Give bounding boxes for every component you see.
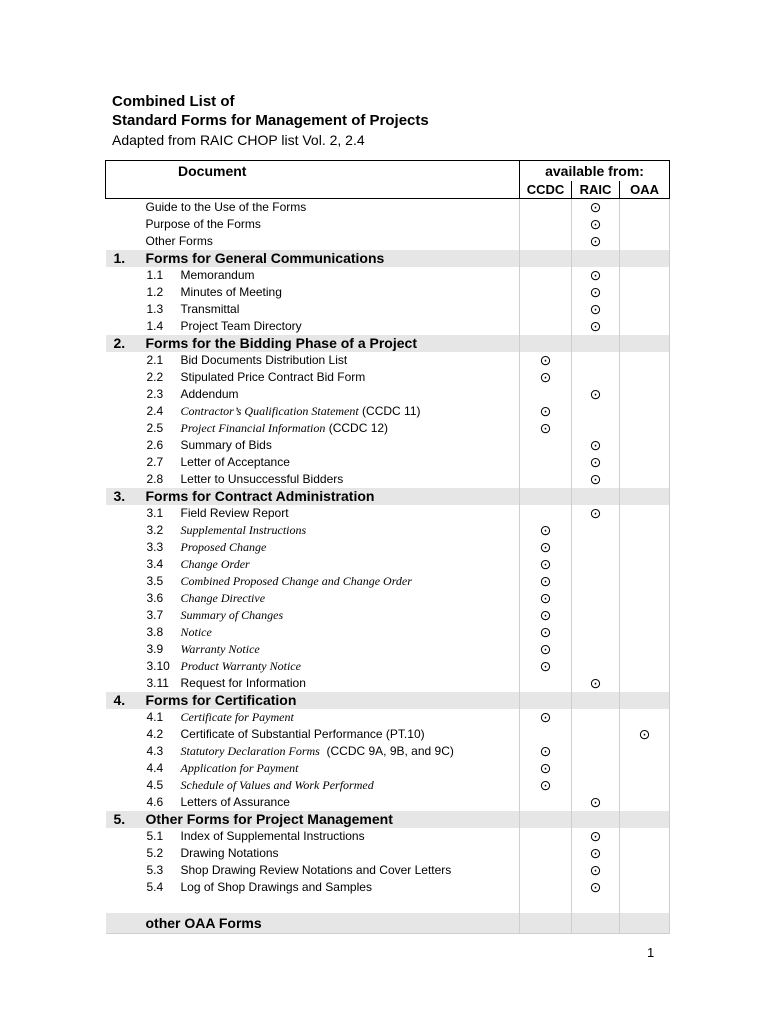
available-raic-icon: ⊙ xyxy=(589,471,602,487)
section-number: 1. xyxy=(106,250,146,267)
form-row xyxy=(106,420,670,437)
section-title: Forms for Contract Administration xyxy=(146,488,520,505)
form-row xyxy=(106,301,670,318)
form-title: Proposed Change xyxy=(180,540,267,554)
form-title: Letters of Assurance xyxy=(180,795,290,809)
form-row xyxy=(106,556,670,573)
form-row xyxy=(106,743,670,760)
form-row xyxy=(106,590,670,607)
form-row xyxy=(106,760,670,777)
form-title: Bid Documents Distribution List xyxy=(180,353,348,367)
form-title: Contractor’s Qualification Statement xyxy=(180,404,359,418)
form-title: Combined Proposed Change and Change Order xyxy=(180,574,412,588)
form-title: Shop Drawing Review Notations and Cover Letters xyxy=(180,863,452,877)
available-raic-icon: ⊙ xyxy=(589,675,602,691)
form-title: Application for Payment xyxy=(180,761,299,775)
form-number: 5.2 xyxy=(146,846,164,860)
form-row xyxy=(106,437,670,454)
form-row xyxy=(106,862,670,879)
available-ccdc-icon: ⊙ xyxy=(539,539,552,555)
available-raic-icon: ⊙ xyxy=(589,437,602,453)
form-number: 2.6 xyxy=(146,438,164,452)
form-row xyxy=(106,794,670,811)
form-row xyxy=(106,505,670,522)
form-number: 3.3 xyxy=(146,540,164,554)
form-number: 3.11 xyxy=(146,676,169,690)
form-title: Letter of Acceptance xyxy=(180,455,290,469)
available-raic-icon: ⊙ xyxy=(589,386,602,402)
available-raic-icon: ⊙ xyxy=(589,879,602,895)
available-ccdc-icon: ⊙ xyxy=(539,590,552,606)
form-title: Drawing Notations xyxy=(180,846,279,860)
available-ccdc-icon: ⊙ xyxy=(539,658,552,674)
form-row xyxy=(106,369,670,386)
form-row xyxy=(106,199,670,217)
page-number: 1 xyxy=(647,945,655,960)
form-row xyxy=(106,658,670,675)
form-title: Minutes of Meeting xyxy=(180,285,282,299)
available-raic-icon: ⊙ xyxy=(589,216,602,232)
title-line-2: Standard Forms for Management of Projects xyxy=(112,112,429,129)
table-header-row xyxy=(106,161,670,182)
available-ccdc-icon: ⊙ xyxy=(539,420,552,436)
section-number: 2. xyxy=(106,335,146,352)
form-number: 4.2 xyxy=(146,727,164,741)
form-number: 4.5 xyxy=(146,778,164,792)
form-title: Letter to Unsuccessful Bidders xyxy=(180,472,344,486)
section-row xyxy=(106,488,670,505)
form-title: Request for Information xyxy=(180,676,306,690)
available-ccdc-icon: ⊙ xyxy=(539,607,552,623)
source-header-raic: RAIC xyxy=(572,181,620,199)
source-header-oaa: OAA xyxy=(620,181,670,199)
form-title: Summary of Changes xyxy=(180,608,284,622)
form-title: Transmittal xyxy=(180,302,240,316)
available-raic-icon: ⊙ xyxy=(589,454,602,470)
available-raic-icon: ⊙ xyxy=(589,828,602,844)
form-title: Supplemental Instructions xyxy=(180,523,307,537)
form-row xyxy=(106,522,670,539)
form-number: 2.3 xyxy=(146,387,164,401)
available-oaa-icon: ⊙ xyxy=(638,726,651,742)
form-row xyxy=(106,573,670,590)
available-raic-icon: ⊙ xyxy=(589,199,602,215)
form-row xyxy=(106,216,670,233)
section-title: Forms for the Bidding Phase of a Project xyxy=(146,335,520,352)
available-ccdc-icon: ⊙ xyxy=(539,573,552,589)
form-row xyxy=(106,641,670,658)
form-title: Certificate of Substantial Performance (PT.10) xyxy=(180,727,425,741)
form-row xyxy=(106,828,670,845)
form-number: 1.2 xyxy=(146,285,164,299)
form-row xyxy=(106,267,670,284)
available-ccdc-icon: ⊙ xyxy=(539,369,552,385)
form-number: 5.1 xyxy=(146,829,164,843)
available-ccdc-icon: ⊙ xyxy=(539,624,552,640)
form-title: Certificate for Payment xyxy=(180,710,294,724)
form-number: 4.1 xyxy=(146,710,164,724)
source-header-row xyxy=(106,181,670,199)
available-ccdc-icon: ⊙ xyxy=(539,709,552,725)
form-title: Guide to the Use of the Forms xyxy=(145,200,307,214)
available-ccdc-icon: ⊙ xyxy=(539,777,552,793)
form-number: 4.4 xyxy=(146,761,164,775)
available-raic-icon: ⊙ xyxy=(589,862,602,878)
form-title: Index of Supplemental Instructions xyxy=(180,829,365,843)
form-title: Statutory Declaration Forms xyxy=(180,744,320,758)
form-title: Change Directive xyxy=(180,591,266,605)
available-ccdc-icon: ⊙ xyxy=(539,522,552,538)
form-row xyxy=(106,386,670,403)
source-header-ccdc: CCDC xyxy=(520,181,572,199)
form-number: 2.4 xyxy=(146,404,164,418)
form-reference: (CCDC 9A, 9B, and 9C) xyxy=(319,744,454,758)
form-row xyxy=(106,607,670,624)
form-row xyxy=(106,709,670,726)
form-title: Project Team Directory xyxy=(180,319,302,333)
available-ccdc-icon: ⊙ xyxy=(539,556,552,572)
form-title: Addendum xyxy=(180,387,239,401)
form-title: Summary of Bids xyxy=(180,438,272,452)
section-row xyxy=(106,250,670,267)
form-number: 2.2 xyxy=(146,370,164,384)
available-ccdc-icon: ⊙ xyxy=(539,403,552,419)
available-ccdc-icon: ⊙ xyxy=(539,743,552,759)
section-title: Forms for Certification xyxy=(146,692,520,709)
form-title: Stipulated Price Contract Bid Form xyxy=(180,370,366,384)
forms-table xyxy=(105,160,670,934)
section-title: Other Forms for Project Management xyxy=(146,811,520,828)
forms-table-body xyxy=(106,161,670,934)
available-raic-icon: ⊙ xyxy=(589,845,602,861)
form-number: 3.7 xyxy=(146,608,164,622)
section-row xyxy=(106,811,670,828)
form-number: 3.6 xyxy=(146,591,164,605)
form-row xyxy=(106,845,670,862)
form-row xyxy=(106,726,670,743)
form-row xyxy=(106,879,670,896)
form-reference: (CCDC 12) xyxy=(325,421,389,435)
form-title: Project Financial Information xyxy=(180,421,326,435)
form-number: 3.10 xyxy=(146,659,170,673)
form-number: 4.3 xyxy=(146,744,164,758)
form-number: 3.2 xyxy=(146,523,164,537)
available-raic-icon: ⊙ xyxy=(589,267,602,283)
form-number: 1.4 xyxy=(146,319,164,333)
form-title: Warranty Notice xyxy=(180,642,260,656)
available-raic-icon: ⊙ xyxy=(589,233,602,249)
form-number: 4.6 xyxy=(146,795,164,809)
form-row xyxy=(106,675,670,692)
form-row xyxy=(106,284,670,301)
document-header: Document xyxy=(106,161,520,182)
other-forms-title: other OAA Forms xyxy=(146,913,520,934)
subtitle: Adapted from RAIC CHOP list Vol. 2, 2.4 xyxy=(112,132,365,148)
section-row xyxy=(106,335,670,352)
form-title: Product Warranty Notice xyxy=(180,659,301,673)
form-number: 3.9 xyxy=(146,642,164,656)
form-title: Notice xyxy=(180,625,212,639)
form-number: 2.7 xyxy=(146,455,164,469)
available-raic-icon: ⊙ xyxy=(589,318,602,334)
title-line-1: Combined List of xyxy=(112,93,235,110)
form-title: Schedule of Values and Work Performed xyxy=(180,778,374,792)
form-row xyxy=(106,403,670,420)
section-number: 3. xyxy=(106,488,146,505)
form-title: Log of Shop Drawings and Samples xyxy=(180,880,372,894)
form-row xyxy=(106,539,670,556)
form-number: 5.3 xyxy=(146,863,164,877)
available-ccdc-icon: ⊙ xyxy=(539,641,552,657)
form-title: Field Review Report xyxy=(180,506,289,520)
form-title: Memorandum xyxy=(180,268,255,282)
available-raic-icon: ⊙ xyxy=(589,794,602,810)
form-title: Purpose of the Forms xyxy=(145,217,261,231)
form-row xyxy=(106,454,670,471)
form-number: 2.5 xyxy=(146,421,164,435)
available-raic-icon: ⊙ xyxy=(589,505,602,521)
form-row xyxy=(106,352,670,369)
available-raic-icon: ⊙ xyxy=(589,284,602,300)
section-number: 4. xyxy=(106,692,146,709)
form-number: 3.8 xyxy=(146,625,164,639)
form-number: 1.1 xyxy=(146,268,164,282)
available-from-header: available from: xyxy=(520,161,670,182)
form-number: 3.1 xyxy=(146,506,164,520)
blank-row xyxy=(106,896,670,913)
form-row xyxy=(106,471,670,488)
form-row xyxy=(106,233,670,250)
available-ccdc-icon: ⊙ xyxy=(539,760,552,776)
section-number: 5. xyxy=(106,811,146,828)
form-title: Change Order xyxy=(180,557,250,571)
other-forms-row xyxy=(106,913,670,934)
section-title: Forms for General Communications xyxy=(146,250,520,267)
form-row xyxy=(106,318,670,335)
form-number: 5.4 xyxy=(146,880,164,894)
form-row xyxy=(106,777,670,794)
form-row xyxy=(106,624,670,641)
form-number: 1.3 xyxy=(146,302,164,316)
form-number: 2.1 xyxy=(146,353,164,367)
form-number: 3.4 xyxy=(146,557,164,571)
section-row xyxy=(106,692,670,709)
form-reference: (CCDC 11) xyxy=(358,404,421,418)
form-title: Other Forms xyxy=(145,234,213,248)
form-number: 2.8 xyxy=(146,472,164,486)
available-ccdc-icon: ⊙ xyxy=(539,352,552,368)
available-raic-icon: ⊙ xyxy=(589,301,602,317)
form-number: 3.5 xyxy=(146,574,164,588)
